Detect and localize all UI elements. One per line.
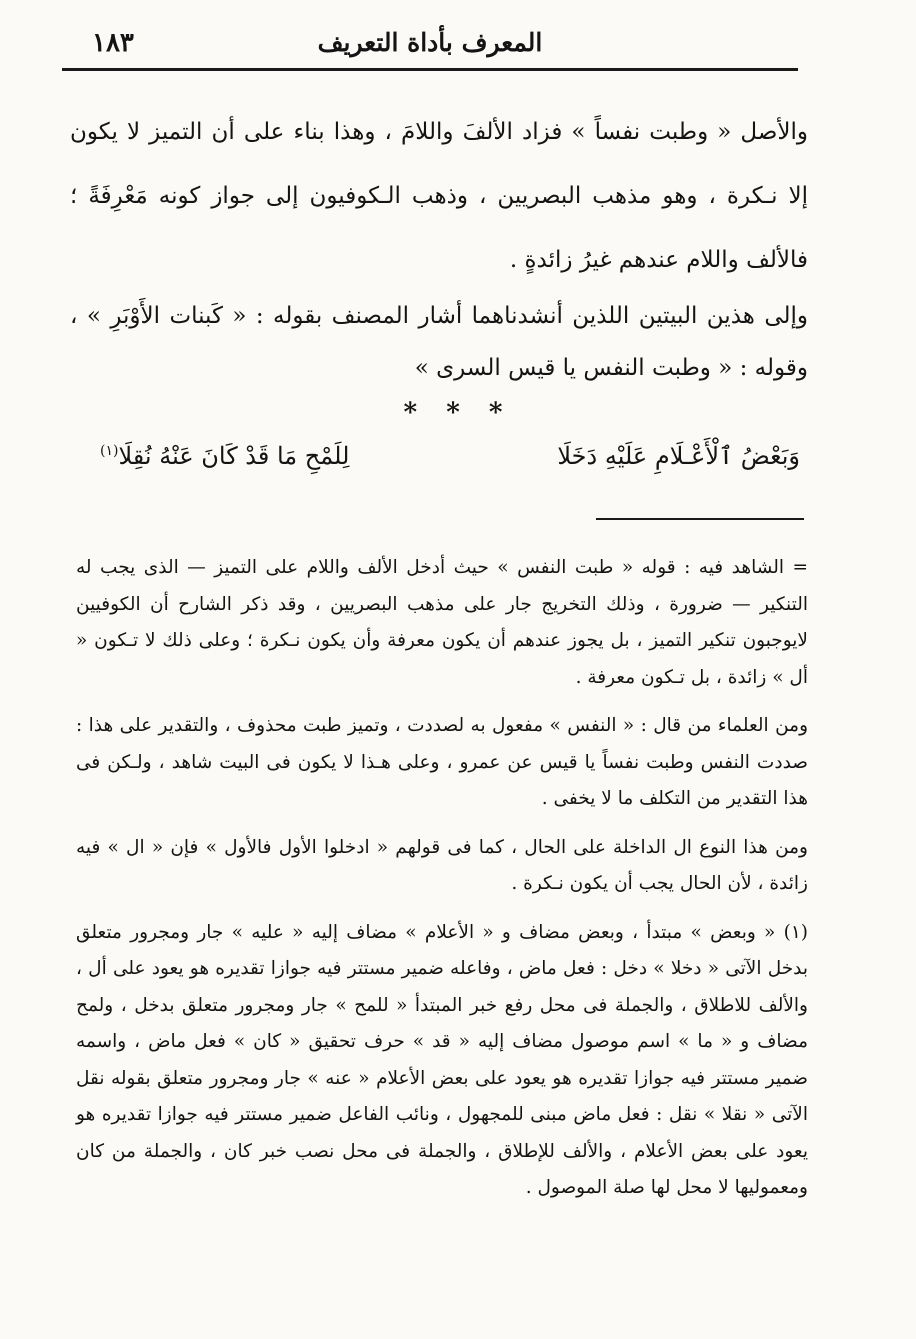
page-header [62, 22, 798, 66]
main-paragraph-2: وإلى هذين البيتين اللذين أنشدناهما أشار المصنف بقوله : « كَبنات الأَوْبَرِ » ، وقوله : « وطبت النفس يا قيس السرى » [70, 303, 808, 381]
page-number: ١٨٣ [92, 28, 134, 58]
footnote-marker: (١) [100, 443, 119, 459]
main-paragraph-1: والأصل « وطبت نفساً » فزاد الألفَ واللامَ ، وهذا بناء على أن التميز لا يكون إلا نـكرة ، وهو مذهب البصريين ، وذهب الـكوفيون إلى جواز كونه مَعْرِفَةً ؛ فالألف واللام عندهم غيرُ زائدةٍ . [70, 119, 808, 273]
verse-second-half: لِلَمْحِ مَا قَدْ كَانَ عَنْهُ نُقِلَا [118, 442, 350, 470]
verse-line [100, 442, 800, 490]
footnote-paragraph: ومن العلماء من قال : « النفس » مفعول به لصددت ، وتميز طبت محذوف ، والتقدير على هذا : صددت النفس وطبت نفساً يا قيس عن عمرو ، وعلى هـذا لا يكون فى البيت شاهد ، ولـكن فى هذا التقدير من التكلف ما لا يخفى . [76, 715, 808, 809]
verse-second-half-wrap [100, 442, 349, 470]
running-head: المعرف بأداة التعريف [317, 28, 543, 57]
footnote-paragraph: ومن هذا النوع ال الداخلة على الحال ، كما فى قولهم « ادخلوا الأول فالأول » فإن « ال » فيه زائدة ، لأن الحال يجب أن يكون نـكرة . [76, 836, 808, 894]
footnote-paragraph: = الشاهد فيه : قوله « طبت النفس » حيث أدخل الألف واللام على التميز — الذى يجب له التنكير — ضرورة ، وذلك التخريج جار على مذهب البصريين ، وقد ذكر الشارح أن الكوفيين لايوجبون تنكير التميز ، بل يجوز عندهم أن يكون معرفة وأن يكون نـكرة ؛ وعلى ذلك لا تـكون « أل » زائدة ، بل تـكون معرفة . [76, 557, 808, 688]
section-separator: * * * [403, 398, 513, 428]
verse-first-half: وَبَعْضُ ٱلْأَعْـلَامِ عَلَيْهِ دَخَلَا [557, 442, 800, 470]
header-rule [62, 68, 798, 71]
footnote-rule [596, 518, 804, 520]
footnotes [76, 550, 808, 1219]
footnote-paragraph: (١) « وبعض » مبتدأ ، وبعض مضاف و « الأعلام » مضاف إليه « عليه » جار ومجرور متعلق بدخل الآتى « دخلا » دخل : فعل ماض ، وفاعله ضمير مستتر فيه جوازا تقديره هو يعود على أل ، والألف للاطلاق ، والجملة فى محل رفع خبر المبتدأ « للمح » جار ومجرور متعلق بدخل ، ولمح مضاف و « ما » اسم موصول مضاف إليه « قد » حرف تحقيق « كان » فعل ماض ، واسمه ضمير مستتر فيه جوازا تقديره هو يعود على بعض الأعلام « عنه » جار ومجرور متعلق بقوله نقل الآتى « نقلا » نقل : فعل ماض مبنى للمجهول ، ونائب الفاعل ضمير مستتر فيه جوازا تقديره هو يعود على بعض الأعلام ، والألف للإطلاق ، والجملة فى محل نصب خبر كان ، والجملة من كان ومعموليها لا محل لها صلة الموصول . [76, 921, 808, 1198]
